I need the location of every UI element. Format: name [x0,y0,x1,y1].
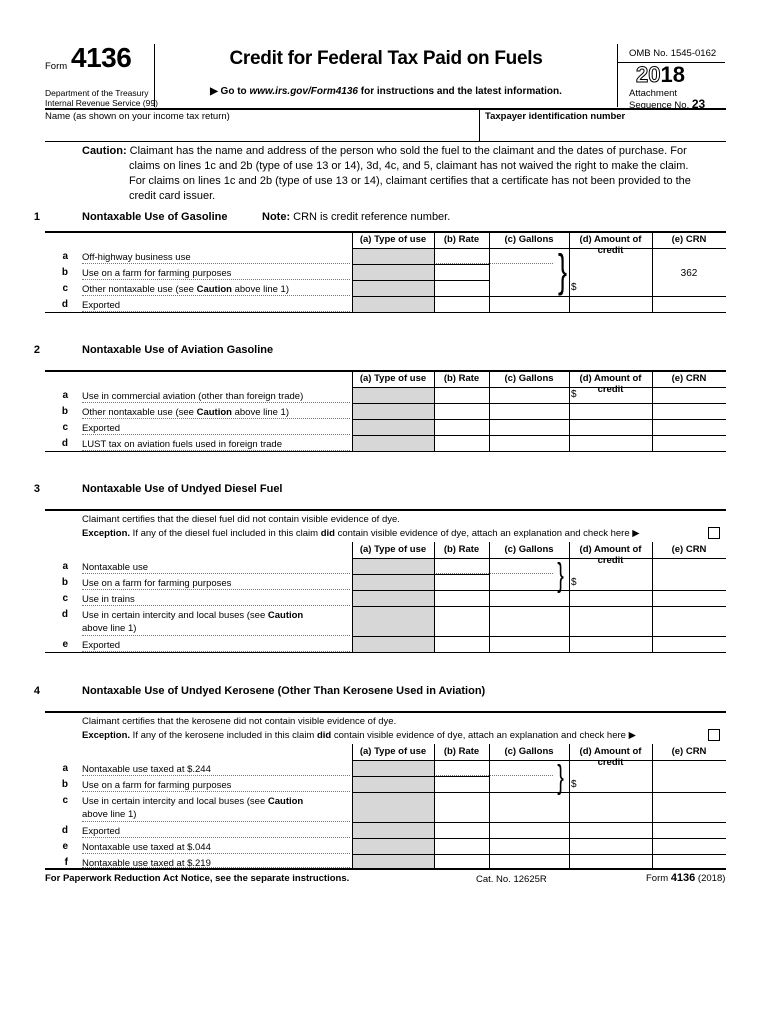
section2-row-a-col-c[interactable] [490,388,568,402]
crn-value: 362 [680,268,698,279]
type-of-use-shaded [353,281,434,296]
row-label: Exported [82,826,121,837]
section2-row-d-col-e[interactable] [653,436,725,450]
section3-row-e-col-d[interactable] [570,637,651,651]
section4-row-d-col-c[interactable] [490,823,568,837]
type-of-use-shaded [353,297,434,312]
section1-row-a-col-d[interactable] [570,249,651,263]
section1-row-d-col-e[interactable] [653,297,725,311]
section2-row-c-col-e[interactable] [653,420,725,434]
type-of-use-shaded [353,793,434,822]
row-label: Use on a farm for farming purposes [82,578,232,589]
section4-row-b-col-d[interactable] [570,777,651,791]
section4-title: Nontaxable Use of Undyed Kerosene (Other Than Kerosene Used in Aviation) [82,685,486,697]
section4-row-e-col-d[interactable] [570,839,651,853]
row-letter: c [62,795,68,806]
type-of-use-shaded [353,249,434,264]
section1-col-c-header: (c) Gallons [504,234,554,245]
row-label: Other nontaxable use (see Caution above line 1) [82,284,290,295]
section1-row-c-col-e[interactable] [653,281,725,295]
row-label: Nontaxable use taxed at $.244 [82,764,211,775]
row-letter: c [62,283,68,294]
section3-row-d-col-c[interactable] [490,607,568,635]
type-of-use-shaded [353,388,434,403]
section3-row-b-col-b[interactable] [435,575,488,589]
section2-col-c-header: (c) Gallons [504,373,554,384]
section4-row-e-col-c[interactable] [490,839,568,853]
section2-row-b-col-d[interactable] [570,404,651,418]
row-letter: f [64,857,68,868]
row-letter: d [61,299,68,310]
section3-row-a-col-b[interactable] [435,559,488,573]
form-title: Credit for Federal Tax Paid on Fuels [229,48,543,69]
section4-row-c-col-d[interactable] [570,793,651,821]
row-letter: a [62,251,68,262]
section4-row-c-col-c[interactable] [490,793,568,821]
section4-row-c-col-b[interactable] [435,793,488,821]
row-label: Use in commercial aviation (other than foreign trade) [82,391,304,402]
section2-number: 2 [33,344,40,356]
attachment-label: Attachment [629,88,678,99]
section3-col-c-header: (c) Gallons [504,544,554,555]
section4-row-d-col-e[interactable] [653,823,725,837]
row-letter: a [62,561,68,572]
section1-row-a-col-c[interactable] [490,249,568,263]
type-of-use-shaded [353,607,434,636]
form-number: 4136 [71,42,132,73]
row-label: Exported [82,300,121,311]
section2-row-a-col-d[interactable] [570,388,651,402]
section3-row-d-col-b[interactable] [435,607,488,635]
section2-row-c-col-c[interactable] [490,420,568,434]
dept-line1: Department of the Treasury [45,88,149,98]
section3-exception: Exception. If any of the diesel fuel included in this claim did contain visible evidence of dye, attach an explanation and check here ▶ [82,528,640,539]
section3-row-a-col-d[interactable] [570,559,651,573]
row-label: Nontaxable use taxed at $.219 [82,858,211,869]
section4-row-d-col-d[interactable] [570,823,651,837]
tin-label: Taxpayer identification number [485,111,626,122]
section3-row-d-col-d[interactable] [570,607,651,635]
row-label: Other nontaxable use (see Caution above line 1) [82,407,290,418]
row-letter: b [61,779,68,790]
row-label: Exported [82,423,121,434]
goto-url[interactable]: www.irs.gov/Form4136 [249,86,358,97]
section4-col-e-header: (e) CRN [671,746,707,757]
section4-row-f-col-b[interactable] [435,855,488,867]
type-of-use-shaded [353,637,434,652]
row-label: Use in certain intercity and local buses (see Caution above line 1) [82,610,304,634]
section4-number: 4 [33,685,40,697]
tax-year: 2018 [636,62,685,87]
section4-col-b-header: (b) Rate [443,746,480,757]
section3-row-e-col-c[interactable] [490,637,568,651]
section4-row-d-col-b[interactable] [435,823,488,837]
section2-col-d-header: (d) Amount of credit [579,373,642,395]
name-field[interactable] [45,120,477,140]
section2-row-b-col-b[interactable] [435,404,488,418]
row-label: Exported [82,640,121,651]
section1-row-b-col-b[interactable] [435,265,488,279]
section2-row-b-col-e[interactable] [653,404,725,418]
section2-row-c-col-d[interactable] [570,420,651,434]
section1-row-c-col-d[interactable] [570,281,651,295]
row-letter: c [62,422,68,433]
section2-col-b-header: (b) Rate [443,373,480,384]
section3-row-b-col-d[interactable] [570,575,651,589]
footer-form-id: Form 4136 (2018) [646,872,726,884]
name-label: Name (as shown on your income tax return) [45,111,230,122]
section4-row-a-col-d[interactable] [570,761,651,775]
row-label: LUST tax on aviation fuels used in foreign trade [82,439,282,450]
catalog-number: Cat. No. 12625R [476,874,547,885]
dollar-sign: $ [571,577,577,588]
row-letter: b [61,267,68,278]
section3-row-a-col-e[interactable] [653,559,725,573]
section1-title: Nontaxable Use of Gasoline [82,211,228,223]
section4-col-a-header: (a) Type of use [359,746,427,757]
section3-col-a-header: (a) Type of use [359,544,427,555]
section4-row-f-col-c[interactable] [490,855,568,867]
row-letter: a [62,763,68,774]
caution-text: Caution: Claimant has the name and address of the person who sold the fuel to the claimant and the dates of purchase. For claims on lines 1c and 2b (type of use 13 or 14), 3d, 4c, and 5, claimant has not waived the right to make the claim. For claims on lines 1c and 2b (type of use 13 or 14), claimant certifies that a certificate has not been provided to the credit card issuer. [82,145,691,202]
row-letter: a [62,390,68,401]
dollar-sign: $ [571,389,577,400]
section3-row-c-col-c[interactable] [490,591,568,605]
section1-row-a-col-b[interactable] [435,249,488,263]
section1-col-b-header: (b) Rate [443,234,480,245]
dollar-sign: $ [571,282,577,293]
row-label: Nontaxable use [82,562,149,573]
section1-col-e-header: (e) CRN [671,234,707,245]
section3-certify: Claimant certifies that the diesel fuel did not contain visible evidence of dye. [82,514,400,525]
section2-col-e-header: (e) CRN [671,373,707,384]
type-of-use-shaded [353,265,434,280]
type-of-use-shaded [353,839,434,854]
section4-row-a-col-e[interactable] [653,761,725,775]
type-of-use-shaded [353,855,434,868]
section1-row-b-col-c[interactable] [490,265,568,279]
section3-row-b-col-e[interactable] [653,575,725,589]
section3-row-c-col-e[interactable] [653,591,725,605]
section2-col-a-header: (a) Type of use [359,373,427,384]
section2-row-b-col-c[interactable] [490,404,568,418]
type-of-use-shaded [353,559,434,574]
type-of-use-shaded [353,575,434,590]
section4-row-f-col-e[interactable] [653,855,725,867]
paperwork-notice: For Paperwork Reduction Act Notice, see the separate instructions. [45,873,350,884]
section4-row-e-col-e[interactable] [653,839,725,853]
brace-icon: } [557,556,564,593]
dollar-sign: $ [571,779,577,790]
section2-row-d-col-d[interactable] [570,436,651,450]
row-letter: e [62,841,68,852]
section1-row-c-col-c[interactable] [490,281,568,295]
form-label: Form [45,61,68,72]
section3-row-c-col-d[interactable] [570,591,651,605]
type-of-use-shaded [353,823,434,838]
tin-field[interactable] [485,120,725,140]
section4-col-d-header: (d) Amount of credit [579,746,642,768]
section4-row-c-col-e[interactable] [653,793,725,821]
section2-title: Nontaxable Use of Aviation Gasoline [82,344,274,356]
brace-icon: } [558,245,568,296]
type-of-use-shaded [353,591,434,606]
section1-col-d-header: (d) Amount of credit [579,234,642,256]
section3-dye-checkbox[interactable] [708,527,720,539]
section2-row-a-col-b[interactable] [435,388,488,402]
section4-col-c-header: (c) Gallons [504,746,554,757]
section1-number: 1 [33,211,40,223]
row-letter: b [61,406,68,417]
section4-certify: Claimant certifies that the kerosene did not contain visible evidence of dye. [82,716,397,727]
section4-dye-checkbox[interactable] [708,729,720,741]
row-letter: d [61,438,68,449]
row-label: Use on a farm for farming purposes [82,780,232,791]
row-letter: d [61,609,68,620]
type-of-use-shaded [353,436,434,451]
section3-col-b-header: (b) Rate [443,544,480,555]
section2-row-d-col-c[interactable] [490,436,568,450]
type-of-use-shaded [353,404,434,419]
row-label: Nontaxable use taxed at $.044 [82,842,211,853]
section4-row-b-col-e[interactable] [653,777,725,791]
type-of-use-shaded [353,420,434,435]
section1-row-d-col-d[interactable] [570,297,651,311]
section3-col-d-header: (d) Amount of credit [579,544,642,566]
section1-row-b-col-d[interactable] [570,265,651,279]
section3-title: Nontaxable Use of Undyed Diesel Fuel [82,483,283,495]
section1-note: Note: CRN is credit reference number. [262,211,451,223]
section1-row-a-col-e[interactable] [653,249,725,263]
row-letter: e [62,639,68,650]
section4-row-f-col-d[interactable] [570,855,651,867]
row-letter: c [62,593,68,604]
section2-row-a-col-e[interactable] [653,388,725,402]
section4-row-e-col-b[interactable] [435,839,488,853]
omb-number: OMB No. 1545-0162 [629,48,717,59]
goto-instructions: ▶ Go to www.irs.gov/Form4136 for instructions and the latest information. [210,86,562,97]
row-letter: d [61,825,68,836]
section3-number: 3 [33,483,40,495]
section3-row-c-col-b[interactable] [435,591,488,605]
section4-exception: Exception. If any of the kerosene included in this claim did contain visible evidence of dye, attach an explanation and check here ▶ [82,730,636,741]
section3-row-e-col-b[interactable] [435,637,488,651]
dept-line2: Internal Revenue Service (99) [45,98,158,108]
section2-row-c-col-b[interactable] [435,420,488,434]
section3-row-d-col-e[interactable] [653,607,725,635]
section3-col-e-header: (e) CRN [671,544,707,555]
section1-col-a-header: (a) Type of use [359,234,427,245]
brace-icon: } [557,758,564,795]
row-label: Use in trains [82,594,135,605]
section2-row-d-col-b[interactable] [435,436,488,450]
type-of-use-shaded [353,777,434,792]
row-label: Off-highway business use [82,252,191,263]
row-letter: b [61,577,68,588]
section1-row-d-col-c[interactable] [490,297,568,311]
row-label: Use in certain intercity and local buses (see Caution above line 1) [82,796,304,820]
section4-row-a-col-b[interactable] [435,761,488,775]
section4-row-b-col-b[interactable] [435,777,488,791]
type-of-use-shaded [353,761,434,776]
section1-row-c-col-b[interactable] [435,281,488,295]
section3-row-e-col-e[interactable] [653,637,725,651]
row-label: Use on a farm for farming purposes [82,268,232,279]
sequence-number: Sequence No. 23 [629,97,706,111]
section1-row-d-col-b[interactable] [435,297,488,311]
